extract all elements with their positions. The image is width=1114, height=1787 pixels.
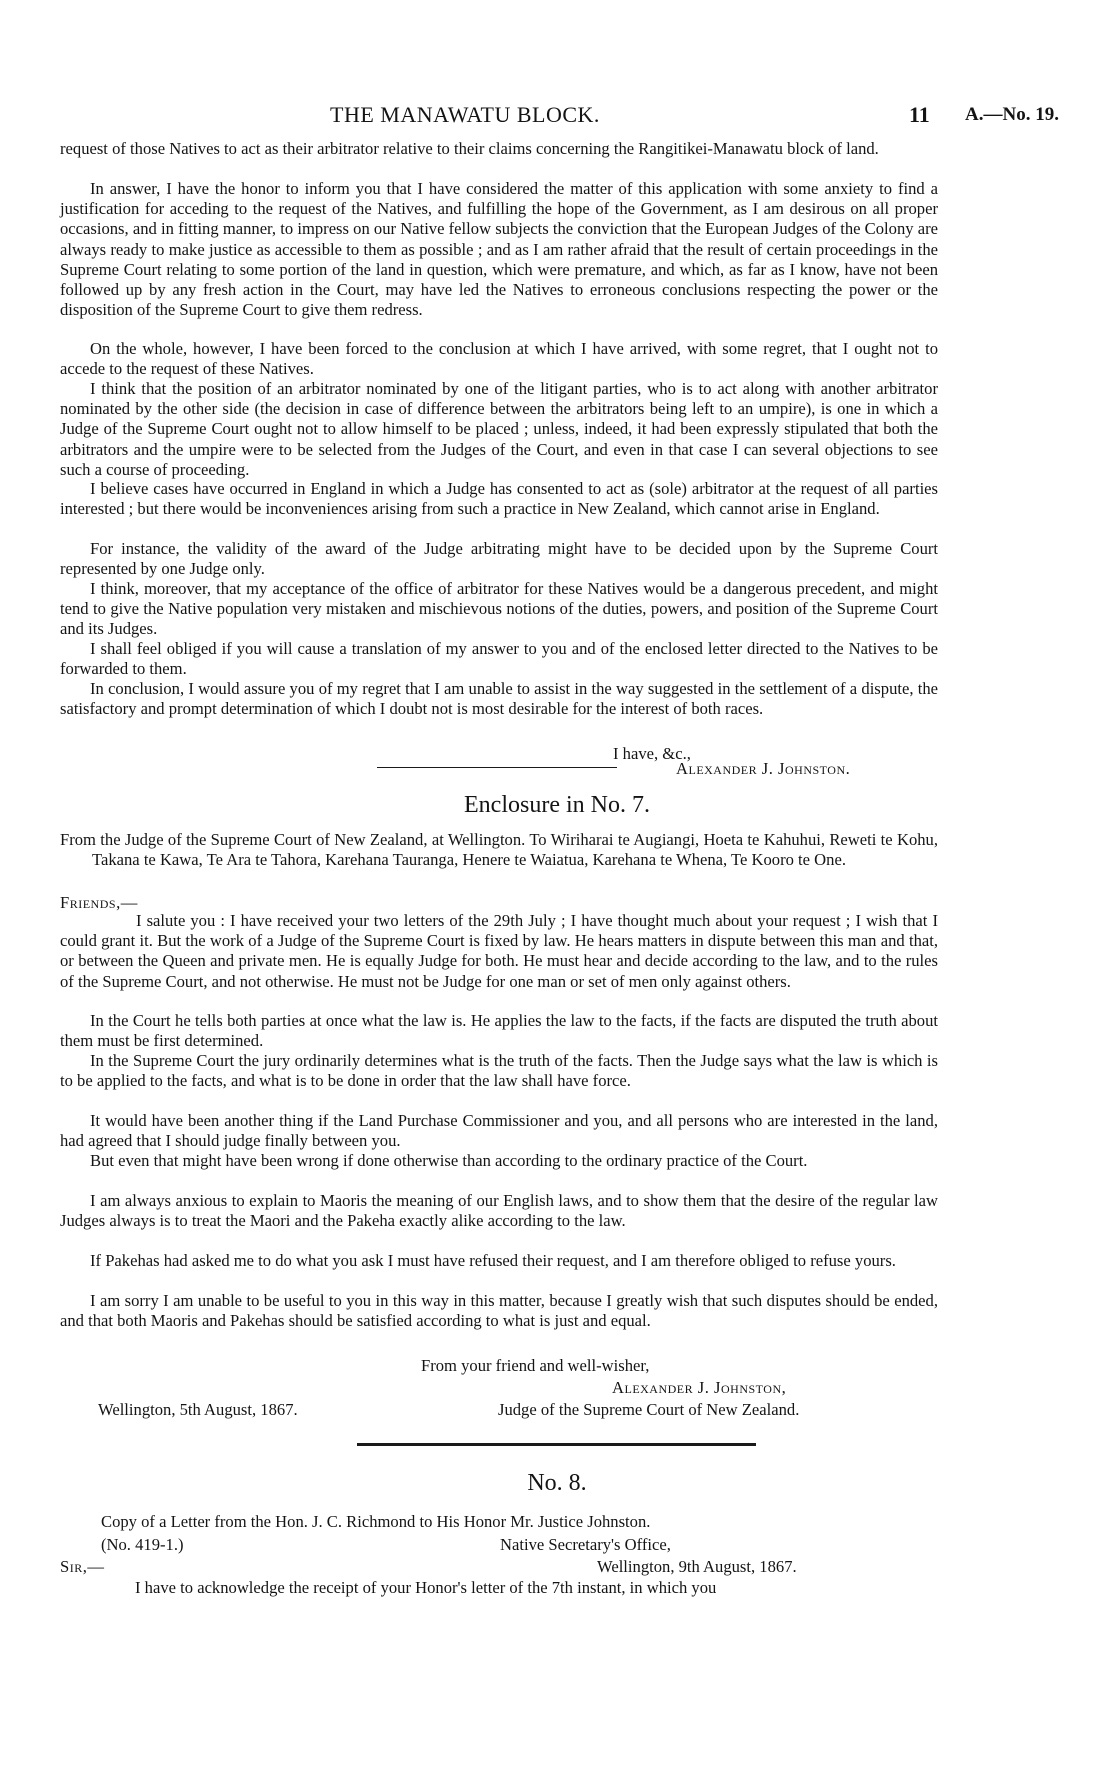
no8-salutation: Sir,— xyxy=(60,1557,105,1576)
enclosure-from-line: From the Judge of the Supreme Court of New Zealand, at Wellington. To Wiriharai te Augiangi, Hoeta te Kahuhui, Reweti te Kohu, Takana te Kawa, Te Ara te Tahora, Karehana Tauranga, Henere te Waiatua, Karehana te Whena, Te Kooro te One. xyxy=(60,830,938,870)
letter-paragraph: I think that the position of an arbitrator nominated by one of the litigant parties, who is to act along with another arbitrator nominated by the other side (the decision in case of difference between the arbitrators being left to an umpire), is one in which a Judge of the Supreme Court ought not to allow himself to be placed ; unless, indeed, it had been expressly stipulated that both the arbitrators and the umpire were to be selected from the Judges of the Court, and even in that case I can several objections to see such a course of proceeding. xyxy=(60,379,938,479)
enclosure-place-date: Wellington, 5th August, 1867. xyxy=(98,1400,298,1419)
enclosure-heading: Enclosure in No. 7. xyxy=(464,792,650,818)
no8-first-line: I have to acknowledge the receipt of your Honor's letter of the 7th instant, in which you xyxy=(135,1578,717,1597)
no8-subtitle: Copy of a Letter from the Hon. J. C. Richmond to His Honor Mr. Justice Johnston. xyxy=(101,1512,651,1531)
letter-paragraph: I think, moreover, that my acceptance of the office of arbitrator for these Natives would be a dangerous precedent, and might tend to give the Native population very mistaken and mischievous notions of the duties, powers, and position of the Supreme Court and its Judges. xyxy=(60,579,938,639)
enclosure-paragraph: I salute you : I have received your two letters of the 29th July ; I have thought much about your request ; I wish that I could grant it. But the work of a Judge of the Supreme Court is fixed by law. He hears matters in dispute between this man and that, or between the Queen and private men. He is equally Judge for both. He must hear and decide according to the law, and to the rules of the Supreme Court, and not otherwise. He must not be Judge for one man or set of men only against others. xyxy=(60,911,938,991)
enclosure-closing: From your friend and well-wisher, xyxy=(421,1356,650,1375)
letter-paragraph: In answer, I have the honor to inform you that I have considered the matter of this application with some anxiety to find a justification for acceding to the request of the Natives, and fulfilling the hope of the Government, as I am desirous on all proper occasions, and in fitting manner, to impress on our Native fellow subjects the conviction that the European Judges of the Colony are always ready to make justice as accessible to them as possible ; and as I am rather afraid that the result of certain proceedings in the Supreme Court relating to some portion of the land in question, which were premature, and which, as far as I know, have not been followed up by any fresh action in the Court, may have led the Natives to erroneous conclusions respecting the power or the disposition of the Supreme Court to give them redress. xyxy=(60,179,938,320)
no8-place-date: Wellington, 9th August, 1867. xyxy=(597,1557,797,1576)
signature-rule xyxy=(377,767,617,768)
no8-office: Native Secretary's Office, xyxy=(500,1535,671,1554)
no8-reference: (No. 419-1.) xyxy=(101,1535,184,1554)
enclosure-paragraph: It would have been another thing if the Land Purchase Commissioner and you, and all persons who are interested in the land, had agreed that I should judge finally between you. xyxy=(60,1111,938,1151)
enclosure-salutation: Friends,— xyxy=(60,893,138,912)
letter-paragraph: In conclusion, I would assure you of my regret that I am unable to assist in the way suggested in the settlement of a dispute, the satisfactory and prompt determination of which I doubt not is most desirable for the interest of both races. xyxy=(60,679,938,719)
letter-paragraph: request of those Natives to act as their arbitrator relative to their claims concerning the Rangitikei-Manawatu block of land. xyxy=(60,139,879,158)
letter-paragraph: I believe cases have occurred in England in which a Judge has consented to act as (sole) arbitrator at the request of all parties interested ; but there would be inconveniences arising from such a practice in New Zealand, which cannot arise in England. xyxy=(60,479,938,519)
letter-paragraph: For instance, the validity of the award of the Judge arbitrating might have to be decided upon by the Supreme Court represented by one Judge only. xyxy=(60,539,938,579)
enclosure-paragraph: I am sorry I am unable to be useful to you in this way in this matter, because I greatly wish that such disputes should be ended, and that both Maoris and Pakehas should be satisfied according to what is just and equal. xyxy=(60,1291,938,1331)
letter-paragraph: On the whole, however, I have been forced to the conclusion at which I have arrived, with some regret, that I ought not to accede to the request of these Natives. xyxy=(60,339,938,379)
letter-paragraph: I shall feel obliged if you will cause a translation of my answer to you and of the enclosed letter directed to the Natives to be forwarded to them. xyxy=(60,639,938,679)
enclosure-paragraph: But even that might have been wrong if done otherwise than according to the ordinary practice of the Court. xyxy=(90,1151,808,1170)
letter-closing: I have, &c., xyxy=(613,744,691,763)
no8-heading: No. 8. xyxy=(527,1470,587,1496)
enclosure-signature-title: Judge of the Supreme Court of New Zealand. xyxy=(498,1400,800,1419)
enclosure-paragraph: I am always anxious to explain to Maoris the meaning of our English laws, and to show them that the desire of the regular law Judges always is to treat the Maori and the Pakeha exactly alike according to the law. xyxy=(60,1191,938,1231)
page-number: 11 xyxy=(909,102,930,127)
enclosure-signature: Alexander J. Johnston, xyxy=(612,1378,787,1397)
enclosure-paragraph: In the Court he tells both parties at once what the law is. He applies the law to the facts, if the facts are disputed the truth about them must be first determined. xyxy=(60,1011,938,1051)
enclosure-paragraph: If Pakehas had asked me to do what you ask I must have refused their request, and I am therefore obliged to refuse yours. xyxy=(90,1251,896,1270)
document-reference: A.—No. 19. xyxy=(965,104,1059,125)
enclosure-paragraph: In the Supreme Court the jury ordinarily determines what is the truth of the facts. Then the Judge says what the law is which is to be applied to the facts, and what is to be done in order that the law shall have force. xyxy=(60,1051,938,1091)
section-divider xyxy=(357,1443,756,1446)
page-header-title: THE MANAWATU BLOCK. xyxy=(330,102,600,127)
letter-signature: Alexander J. Johnston. xyxy=(676,759,851,778)
